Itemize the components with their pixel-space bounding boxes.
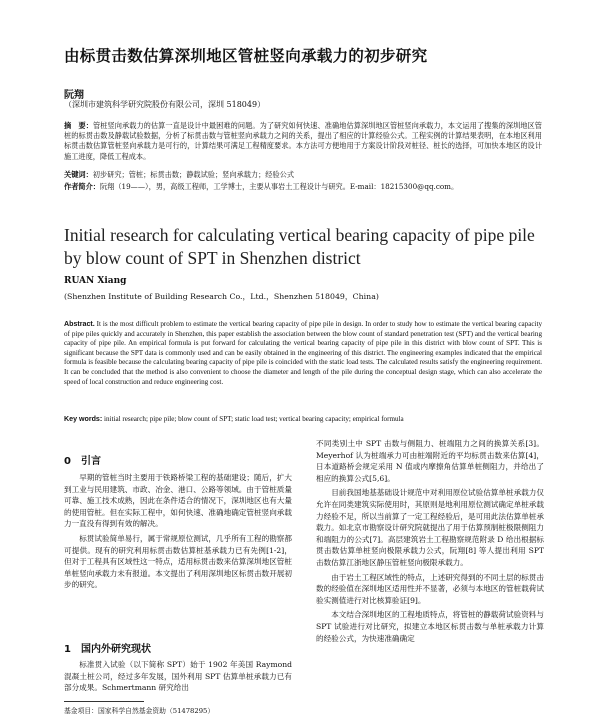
abstract-en-label: Abstract. [64,320,95,328]
section-0-number: 0 [64,456,71,467]
right-column [316,438,544,647]
section-0-paragraph-1: 早期的管桩当时主要用于铁路桥梁工程的基础建设；随后，扩大到工业与民用建筑、市政、冶金、港口、公路等领域。由于管桩质量可靠、施工技术成熟，因此在条件适合的情况下，深圳地区也有大量的使用管桩。但在实际工程中，如何快速、准确地确定管桩竖向承载力一直没有得到有效的解决。 [64,473,292,529]
abstract-en [64,320,542,387]
keywords-cn-label: 关键词： [64,170,93,179]
paper-title-cn: 由标贯击数估算深圳地区管桩竖向承载力的初步研究 [64,47,428,65]
section-0-paragraph-2: 标贯试验简单易行，属于常规原位测试，几乎所有工程的勘察都可提供。现有的研究利用标贯击数估算桩基承载力已有先例[1-2]，但对于工程具有区域性这一特点，适用标贯击数来估算深圳地区管桩单桩竖向承载力未有报道。本文提出了利用深圳地区标贯击数开展初步的研究。 [64,533,292,590]
section-0-title: 引言 [80,456,101,467]
keywords-en [64,415,542,423]
section-1-paragraph-1: 标准贯入试验（以下简称 SPT）始于 1902 年美国 Raymond 混凝土桩公司，经过多年发展，国外利用 SPT 估算单桩承载力已有部分成果。Schmertmann 研究给出 [64,660,292,693]
abstract-cn-text: 管桩竖向承载力的估算一直是设计中最困难的问题。为了研究如何快速、准确地估算深圳地区管桩竖向承载力，本文运用了搜集的深圳地区管桩的标贯击数及静载试验数据，分析了标贯击数与管桩竖向承载力之间的关系，提出了相应的计算经验公式。工程实例的计算结果表明，在本地区利用标贯击数估算管桩竖向承载力是可行的，计算结果可满足工程精度要求。本方法可方便地用于方案设计阶段对桩径、桩长的选择，可加快本地区的设计施工进度，降低工程成本。 [64,121,542,161]
right-column-paragraph-1: 不同类别土中 SPT 击数与侧阻力、桩端阻力之间的换算关系[3]。Meyerhof 认为桩端承力可由桩端附近的平均标贯击数来估算[4]，日本道路桥会规定采用 N 值或内摩擦角估算单桩侧阻力，并给出了相应的换算公式[5,6]。 [316,439,544,483]
affiliation-cn: （深圳市建筑科学研究院股份有限公司，深圳 518049） [64,100,266,109]
left-column-section-0 [64,472,292,594]
author-name-en: RUAN Xiang [64,276,127,286]
author-bio-cn-label: 作者简介： [64,182,100,191]
keywords-cn [64,170,542,180]
author-name-cn: 阮翔 [64,90,84,101]
section-1-number: 1 [64,644,71,655]
paper-title-en: Initial research for calculating vertical bearing capacity of pipe pile by blow count of SPT in Shenzhen district [64,225,535,268]
author-bio-cn [64,182,542,192]
author-bio-cn-text: 阮翔（19——），男，高级工程师，工学博士，主要从事岩土工程设计与研究。E-mail：18215300@qq.com。 [99,182,459,191]
abstract-cn [64,121,542,162]
right-column-paragraph-4: 本文结合深圳地区的工程地质特点，将管桩的静载荷试验资料与 SPT 试验进行对比研究，拟建立本地区标贯击数与单桩承载力计算的经验公式，为快速准确确定 [316,610,544,643]
footnote-divider [64,701,144,702]
right-column-paragraph-2: 目前我国地基基础设计规范中对利用原位试验估算单桩承载力仅允许在同类建筑实际使用时，其原则是地利用原位测试确定单桩承载力经验不足，所以当前算了一定工程经验后，是可用此法估算单桩承载力。如北京市勘察设计研究院就提出了用于估算预制桩极限侧阻力和端阻力的公式[7]。高层建筑岩土工程勘察规范附录 D 给出根据标贯击数估算单桩竖向极限承载力公式，阮翔[8] 等人提出利用 SPT 击数估算江浙地区静压管桩竖向极限承载力。 [316,488,544,567]
abstract-cn-label: 摘 要： [64,121,93,130]
section-1-heading [64,640,151,655]
keywords-en-text: initial research; pipe pile; blow count of SPT; static load test; vertical bearing capacity; empirical formula [104,415,404,423]
section-0-heading [64,452,101,467]
keywords-en-label: Key words: [64,415,103,423]
abstract-en-text: It is the most difficult problem to estimate the vertical bearing capacity of pipe pile in design. In order to study how to estimate the vertical bearing capacity of pipe piles quickly and accurately in Shenzhen, this paper establish the association between the blow count of standard penetration test (SPT) and the vertical bearing capacity of pipe pile. An empirical formula is put forward for calculating the vertical bearing capacity of pipe pile in this district with blow count of SPT. This is significant because the SPT data is commonly used and can be easily obtained in the engineering of this district. The engineering examples indicated that the empirical formula is feasible because the calculating bearing capacity of pipe pile is coincided with the static load tests. The calculated results satisfy the engineering requirement. It can be concluded that the method is also convenient to choose the diameter and length of the pile during the conceptual design stage, which can also accelerate the speed of local construction and reduce engineering cost. [64,320,542,386]
section-1-title: 国内外研究现状 [80,644,151,655]
affiliation-en: (Shenzhen Institute of Building Research Co.，Ltd.，Shenzhen 518049，China) [64,292,379,301]
footnote-funding: 基金项目：国家科学自然基金资助（51478295） [64,707,215,715]
left-column-section-1 [64,659,292,697]
keywords-cn-text: 初步研究；管桩；标贯击数；静载试验；竖向承载力；经验公式 [92,170,295,179]
right-column-paragraph-3: 由于岩土工程区域性的特点，上述研究得到的不同土层的标贯击数的经验值在深圳地区适用性并不显著，必须与本地区的管桩载荷试验实测值进行对比核算验证[9]。 [316,572,544,605]
